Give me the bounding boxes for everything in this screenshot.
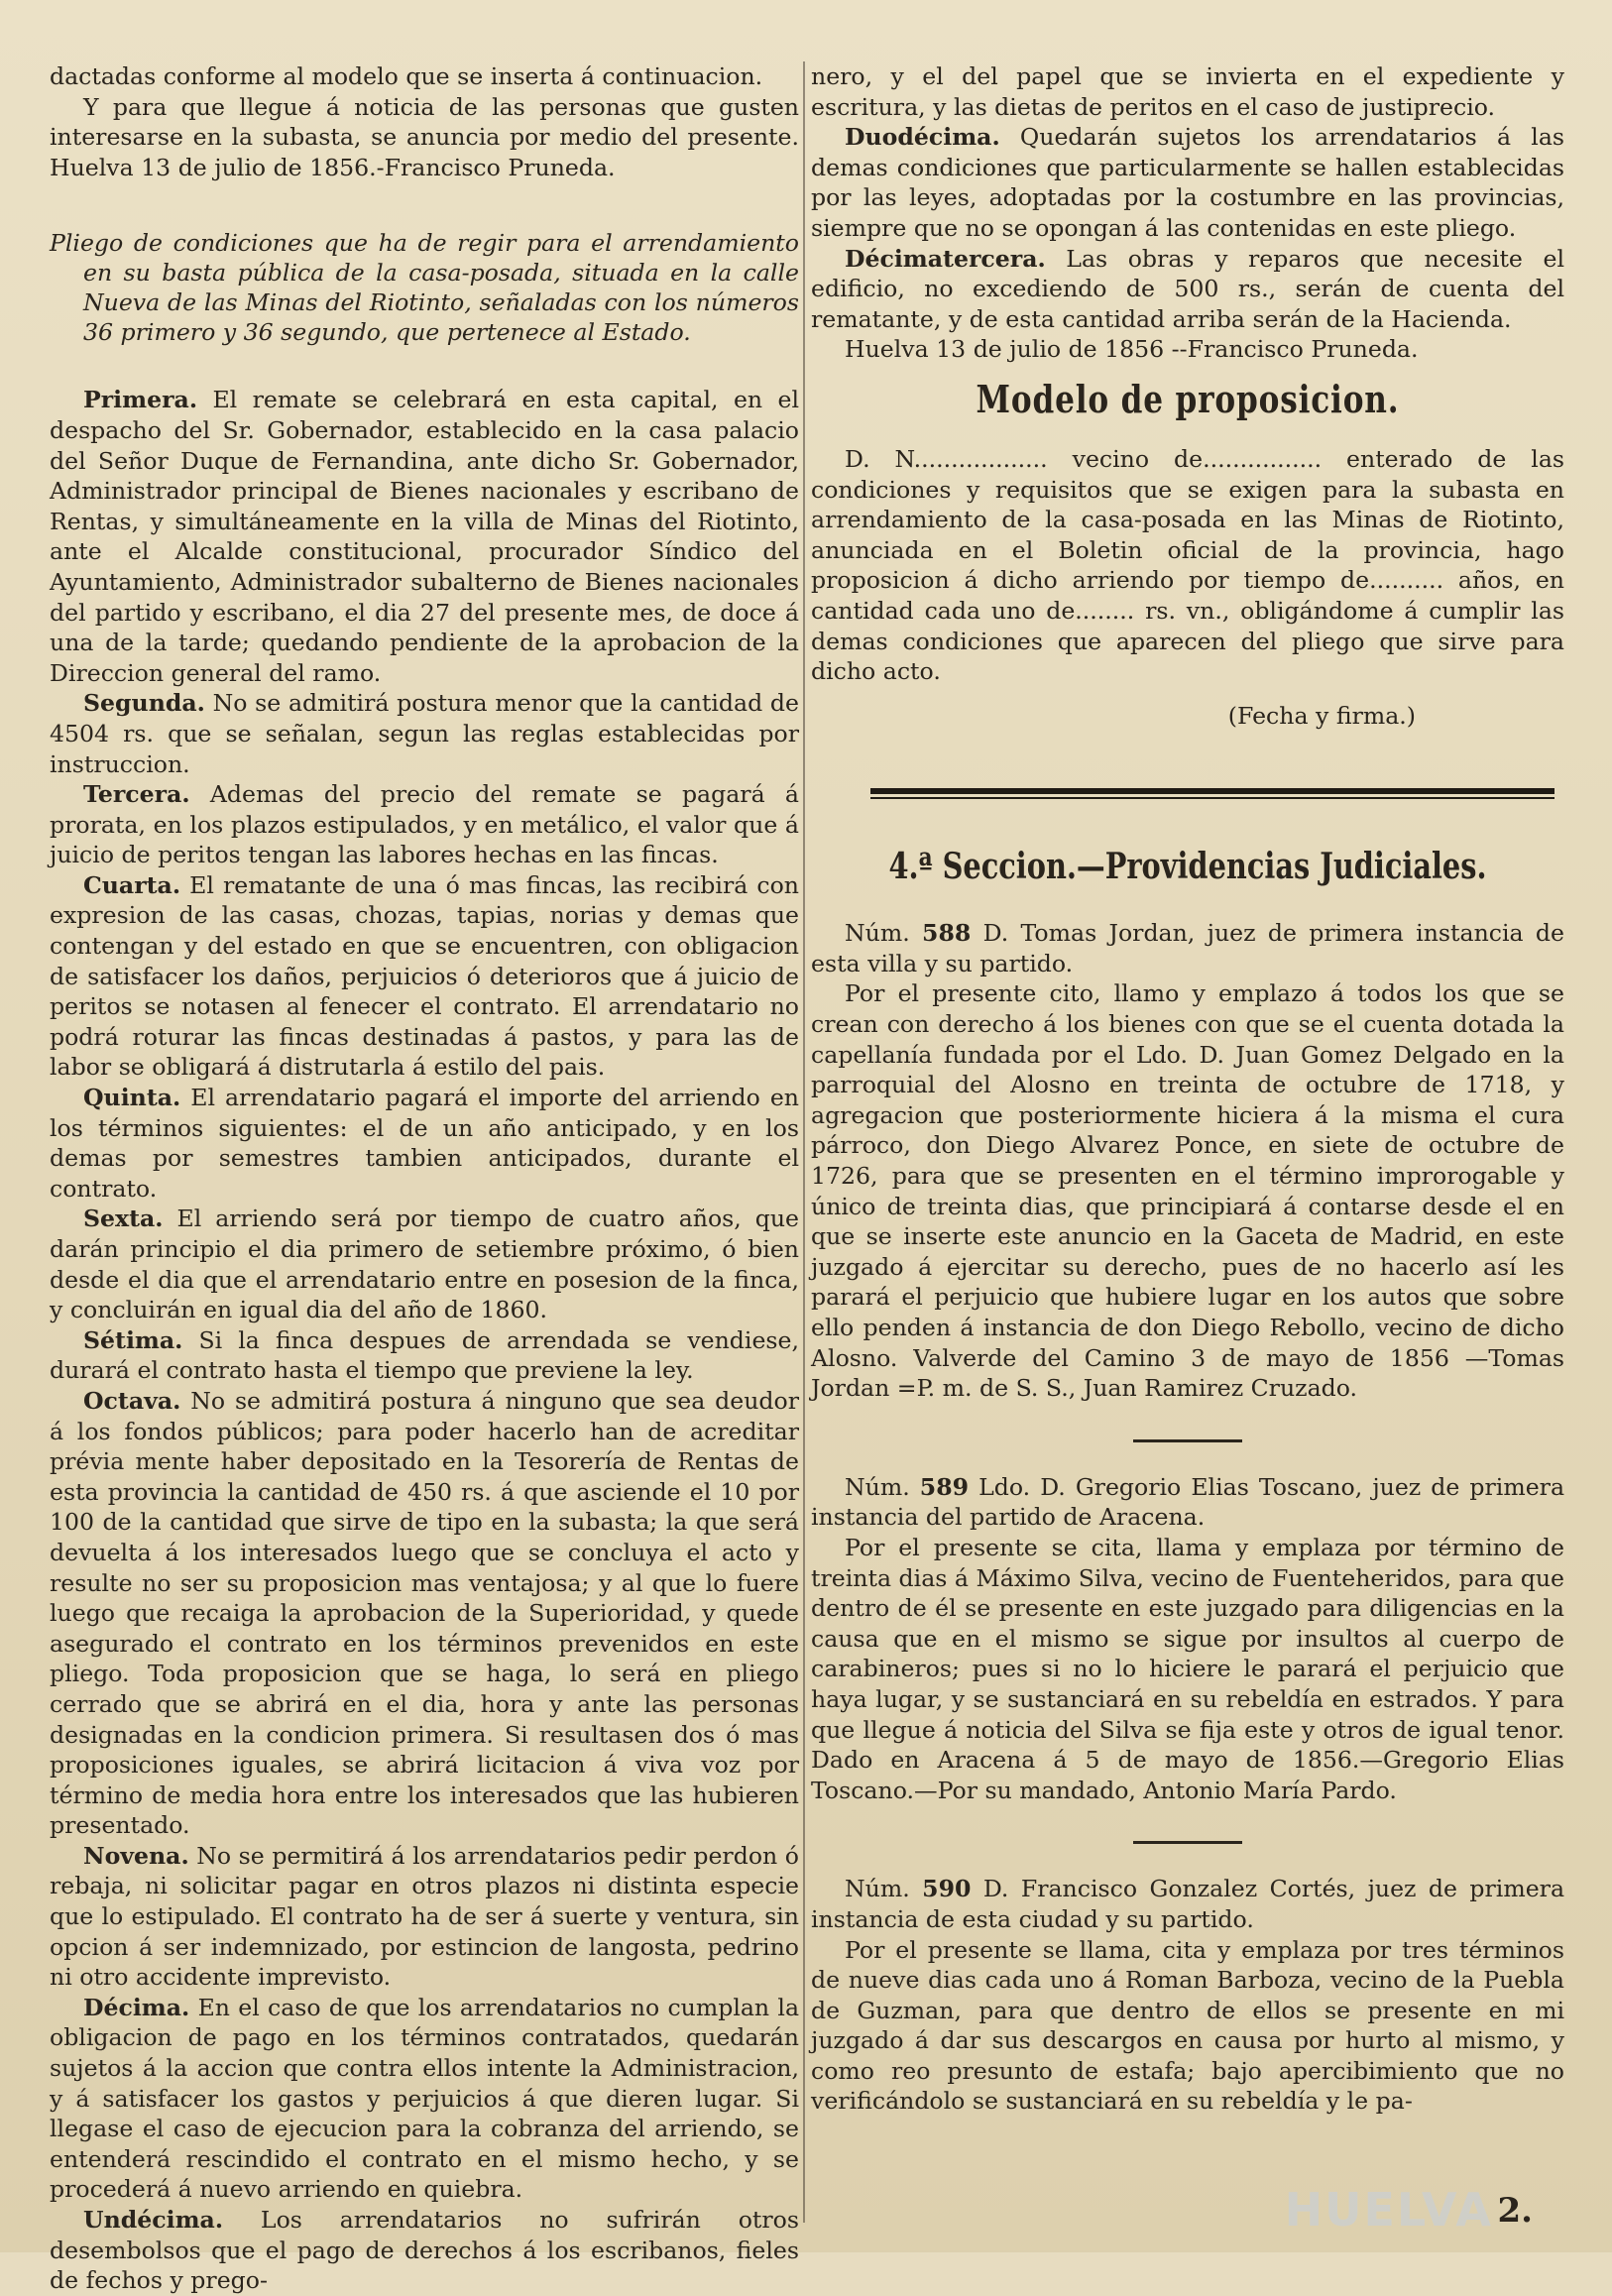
clause-quinta: Quinta. El arrendatario pagará el importe del arriendo en los términos siguientes: el de un año anticipado, y en los demas por semestres tambien anticipados, durante el contrato. (50, 1084, 800, 1203)
right-column (811, 61, 1564, 2117)
section-rule-thin (870, 797, 1554, 799)
notice-588 (811, 918, 1564, 1404)
notice-589 (811, 1472, 1564, 1806)
clause-setima: Sétima. Si la finca despues de arrendada se vendiese, durará el contrato hasta el tiempo que previene la ley. (50, 1325, 799, 1385)
model-heading: Modelo de proposicion. (976, 376, 1400, 421)
notice-body: Por el presente se llama, cita y emplaza por tres términos de nueve dias cada uno á Roman Barboza, vecino de la Puebla de Guzman, para que dentro de ellos se presente en mi juzgado á dar sus descargos en causa por hurto al mismo, y como reo presunto de estafa; bajo apercibimiento que no verificándolo se sustanciará en su rebeldía y le pa- (811, 1935, 1564, 2116)
notice-590 (811, 1874, 1564, 2117)
notice-head: Núm. 589 Ldo. D. Gregorio Elias Toscano, juez de primera instancia del partido de Aracena. (811, 1472, 1565, 1532)
clause-duodecima: Duodécima. Quedarán sujetos los arrendatarios á las demas condiciones que particularmente se hallen establecidas por las leyes, adoptadas por la costumbre en las provincias, siempre que no se opongan á las contenidas en este pliego. (811, 123, 1564, 242)
clause-tercera: Tercera. Ademas del precio del remate se pagará á prorata, en los plazos estipulados, y en metálico, el valor que á juicio de peritos tengan las labores hechas en las fincas. (50, 780, 799, 869)
clause-decimatercera: Décimatercera. Las obras y reparos que necesite el edificio, no excediendo de 500 rs., serán de cuenta del rematante, y de esta cantidad arriba serán de la Hacienda. (811, 244, 1564, 333)
clause-primera: Primera. El remate se celebrará en esta capital, en el despacho del Sr. Gobernador, establecido en la casa palacio del Señor Duque de Fernandina, ante dicho Sr. Gobernador, Administrador principal de Bienes nacionales y escribano de Rentas, y simultáneamente en la villa de Minas del Riotinto, ante el Alcalde constitucional, procurador Síndico del Ayuntamiento, Administrador subalterno de Bienes nacionales del partido y escribano, el dia 27 del presente mes, de doce á una de la tarde; quedando pendiente de la aprobacion de la Direccion general del ramo. (50, 386, 800, 687)
clause-octava: Octava. No se admitirá postura á ninguno que sea deudor á los fondos públicos; para poder hacerlo han de acreditar prévia mente haber depositado en la Tesorería de Rentas de esta provincia la cantidad de 450 rs. á que asciende el 10 por 100 de la cantidad que sirve de tipo en la subasta; la que será devuelta á los interesados luego que se concluya el acto y resulte no ser su proposicion mas ventajosa; y al que lo fuere luego que recaiga la aprobacion de la Superioridad, y quede asegurado el contrato en los términos prevenidos en este pliego. Toda proposicion que se haga, lo será en pliego cerrado que se abrirá en el dia, hora y ante las personas designadas en la condicion primera. Si resultasen dos ó mas proposiciones iguales, se abrirá licitacion á viva voz por término de media hora entre los interesados que las hubieren presentado. (50, 1386, 800, 1840)
library-watermark: HUELVA (1284, 2183, 1493, 2237)
model-signature: (Fecha y firma.) (1227, 701, 1416, 730)
clause-decima: Décima. En el caso de que los arrendatarios no cumplan la obligacion de pago en los términos contratados, quedarán sujetos á la accion que contra ellos intente la Administracion, y á satisfacer los gastos y perjuicios á que dieren lugar. Si llegase el caso de ejecucion para la cobranza del arriendo, se entenderá rescindido el contrato en el mismo hecho, y se procederá á nuevo arriendo en quiebra. (50, 1993, 800, 2204)
pliego-signature: Huelva 13 de julio de 1856 --Francisco Pruneda. (845, 335, 1419, 364)
notice-separator (1133, 1439, 1242, 1442)
clause-novena: Novena. No se permitirá á los arrendatarios pedir perdon ó rebaja, ni solicitar pagar en otros plazos ni distinta especie que lo estipulado. El contrato ha de ser á suerte y ventura, sin opcion á ser indemnizado, por estincion de langosta, pedrino ni otro accidente imprevisto. (50, 1841, 799, 1992)
intro-paragraph: Y para que llegue á noticia de las personas que gusten interesarse en la subasta, se anuncia por medio del presente. Huelva 13 de julio de 1856.-Francisco Pruneda. (50, 92, 799, 181)
intro-line: dactadas conforme al modelo que se inserta á continuacion. (50, 62, 763, 90)
model-text: D. N.................. vecino de................ enterado de las condiciones y requisitos que se exigen para la subasta en arrendamiento de la casa-posada en las Minas de Riotinto, anunciada en el Boletin oficial de la provincia, hago proposicion á dicho arriendo por tiempo de.......... años, en cantidad cada uno de........ rs. vn., obligándome á cumplir las demas condiciones que aparecen del pliego que sirve para dicho acto. (811, 444, 1564, 686)
clause-continuation: nero, y el del papel que se invierta en el expediente y escritura, y las dietas de peritos en el caso de justiprecio. (811, 62, 1564, 121)
left-column (50, 61, 799, 2296)
section-rule-thick (870, 788, 1554, 794)
section-heading: 4.ª Seccion.—Providencias Judiciales. (888, 846, 1487, 888)
notice-body: Por el presente se cita, llama y emplaza por término de treinta dias á Máximo Silva, vecino de Fuenteheridos, para que dentro de él se presente en este juzgado para diligencias en la causa que en el mismo se sigue por insultos al cuerpo de carabineros; pues si no lo hiciere le parará el perjuicio que haya lugar, y se sustanciará en su rebeldía en estrados. Y para que llegue á noticia del Silva se fija este y otros de igual tenor. Dado en Aracena á 5 de mayo de 1856.—Gregorio Elias Toscano.—Por su mandado, Antonio María Pardo. (811, 1533, 1564, 1804)
notice-head: Núm. 590 D. Francisco Gonzalez Cortés, juez de primera instancia de esta ciudad y su partido. (811, 1875, 1565, 1933)
column-divider (803, 61, 805, 2223)
catchword: 2. (1497, 2191, 1533, 2231)
clause-undecima: Undécima. Los arrendatarios no sufrirán otros desembolsos que el pago de derechos á los escribanos, fieles de fechos y prego- (50, 2206, 799, 2295)
notice-body: Por el presente cito, llamo y emplazo á todos los que se crean con derecho á los bienes con que se el cuenta dotada la capellanía fundada por el Ldo. D. Juan Gomez Delgado en la parroquial del Alosno en treinta de octubre de 1718, y agregacion que posteriormente hiciera á la misma el cura párroco, don Diego Alvarez Ponce, en siete de octubre de 1726, para que se presenten en el término improrogable y único de treinta dias, que principiará á contarse desde el en que se inserte este anuncio en la Gaceta de Madrid, en este juzgado á ejercitar su derecho, pues de no hacerlo así les parará el perjuicio que hubiere lugar en los autos que sobre ello penden á instancia de don Diego Rebollo, vecino de dicho Alosno. Valverde del Camino 3 de mayo de 1856 —Tomas Jordan =P. m. de S. S., Juan Ramirez Cruzado. (811, 979, 1564, 1403)
pliego-title: Pliego de condiciones que ha de regir para el arrendamiento en su basta pública de la casa-posada, situada en la calle Nueva de las Minas del Riotinto, señaladas con los números 36 primero y 36 segundo, que pertenece al Estado. (50, 229, 799, 347)
clause-sexta: Sexta. El arriendo será por tiempo de cuatro años, que darán principio el dia primero de setiembre próximo, ó bien desde el dia que el arrendatario entre en posesion de la finca, y concluirán en igual dia del año de 1860. (50, 1205, 799, 1324)
clause-segunda: Segunda. No se admitirá postura menor que la cantidad de 4504 rs. que se señalan, segun las reglas establecidas por instruccion. (50, 689, 799, 778)
clause-cuarta: Cuarta. El rematante de una ó mas fincas, las recibirá con expresion de las casas, chozas, tapias, norias y demas que contengan y del estado en que se encuentren, con obligacion de satisfacer los daños, perjuicios ó deterioros que á juicio de peritos se notasen al fenecer el contrato. El arrendatario no podrá roturar las fincas destinadas á pastos, y para las de labor se obligará á distrutarla á estilo del pais. (50, 870, 800, 1082)
notice-separator (1133, 1841, 1242, 1844)
notice-head: Núm. 588 D. Tomas Jordan, juez de primera instancia de esta villa y su partido. (811, 919, 1564, 977)
